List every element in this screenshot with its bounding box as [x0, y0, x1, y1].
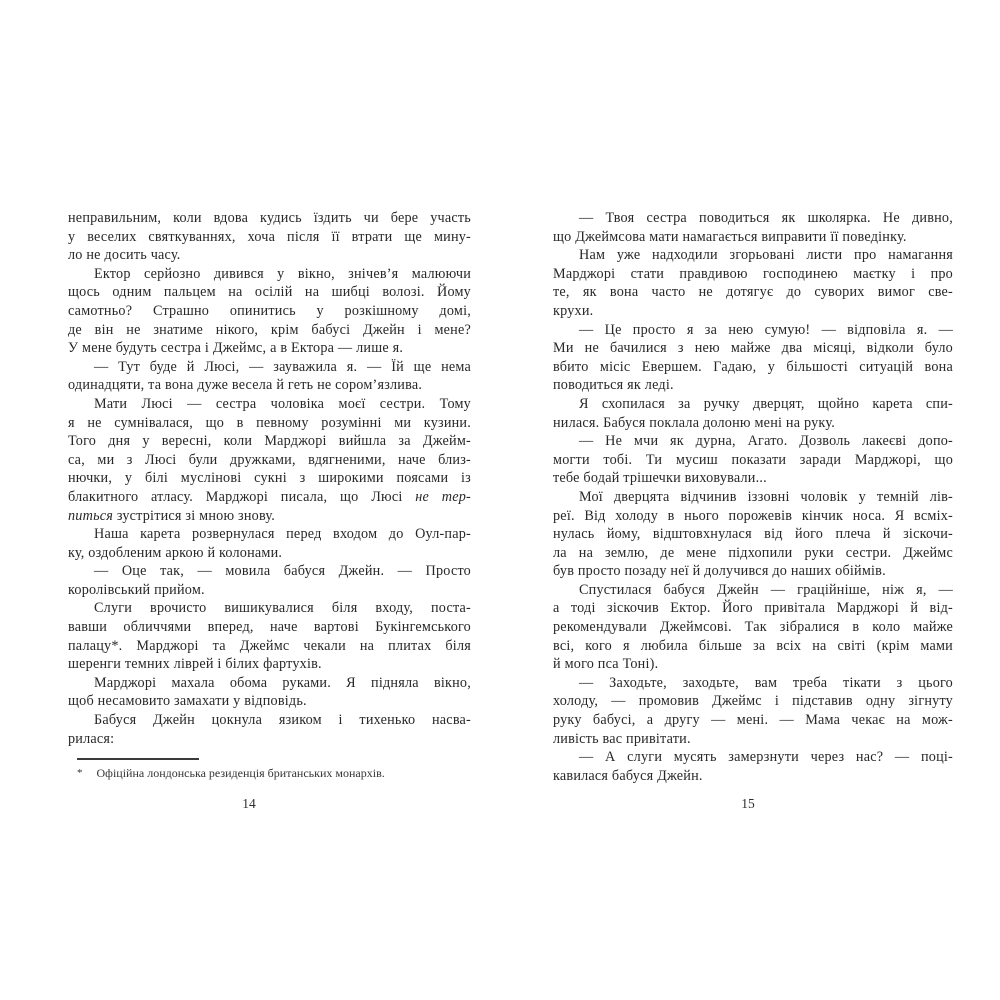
text-line: Спустилася бабуся Джейн — граційніше, ніж я, — — [579, 581, 953, 598]
text-line: королівський прийом. — [68, 581, 205, 598]
text-line: кавилася бабуся Джейн. — [553, 767, 703, 784]
text-line: крухи. — [553, 302, 594, 319]
text-line: холоду, — промовив Джеймс і підставив одну зігнуту — [553, 693, 953, 710]
footnote-divider — [77, 758, 199, 760]
text-line: Наша карета розвернулася перед входом до Оул-пар- — [94, 526, 471, 543]
text-line: був просто позаду неї й долучився до наших обіймів. — [553, 563, 886, 580]
text-line: Нам уже надходили згорьовані листи про намагання — [579, 247, 953, 264]
text-line: — Оце так, — мовила бабуся Джейн. — Просто — [94, 563, 471, 580]
text-line: Того дня у вересні, коли Марджорі вийшла за Джейм- — [68, 433, 471, 450]
text-line: са, ми з Люсі були дружками, вдягненими, наче близ- — [68, 451, 471, 468]
text-line: Ектор серйозно дивився у вікно, знічев’я малюючи — [94, 265, 471, 282]
footnote-text: Офіційна лондонська резиденція британських монархів. — [96, 766, 385, 780]
text-line: — А слуги мусять замерзнути через нас? — поці- — [579, 749, 953, 766]
text-line: й мого пса Тоні). — [553, 656, 659, 673]
text-line: ливість вас привітати. — [553, 730, 691, 747]
text-line: рекомендували Джеймсові. Так зібралися в коло майже — [553, 619, 953, 636]
text-line: — Це просто я за нею сумую! — відповіла я. — — [579, 321, 953, 338]
text-line: вавши обличчями вперед, наче вартові Букінгемського — [68, 619, 471, 636]
text-line: палацу*. Марджорі та Джеймс чекали на плитах біля — [68, 637, 471, 654]
text-line: тебе бодай трішечки виховували... — [553, 470, 767, 487]
text-line: — Тут буде й Люсі, — зауважила я. — Їй ще нема — [94, 358, 471, 375]
text-line: блакитного атласу. Марджорі писала, що Люсі не тер- — [68, 488, 471, 505]
text-line: Мати Люсі — сестра чоловіка моєї сестри. Тому — [94, 395, 471, 412]
text-line: Я схопилася за ручку дверцят, щойно карета спи- — [579, 395, 953, 412]
page-number-left: 14 — [242, 796, 256, 811]
text-line: де він не знатиме нікого, крім бабусі Джейн і мене? — [68, 321, 471, 338]
right-page-text — [553, 209, 953, 785]
text-line: ла на землю, де мене підхопили руки сестри. Джеймс — [553, 544, 953, 561]
text-line: руку бабусі, а другу — мені. — Мама чекає на мож- — [553, 712, 953, 729]
text-line: ло не досить часу. — [68, 247, 181, 264]
text-line: поводиться як леді. — [553, 377, 674, 394]
text-line: реї. Від холоду в нього порожевів кінчик носа. Я всміх- — [553, 507, 953, 524]
text-line: ку, оздобленим аркою й колонами. — [68, 544, 283, 561]
text-line: Ми не бачилися з нею майже два місяці, відколи було — [553, 340, 953, 357]
text-line: — Твоя сестра поводиться як школярка. Не дивно, — [579, 210, 953, 226]
text-line: У мене будуть сестра і Джеймс, а в Ектора — лише я. — [68, 340, 404, 357]
text-line: Марджорі стати правдивою господинею маєтку і про — [553, 265, 953, 282]
text-line: питься зустрітися зі мною знову. — [68, 507, 276, 524]
text-line: Слуги врочисто вишикувалися біля входу, поста- — [94, 600, 471, 617]
text-line: неправильним, коли вдова кудись їздить чи бере участь — [68, 210, 471, 226]
text-line: могти тобі. Ти мусиш показати заради Марджорі, що — [553, 451, 953, 468]
text-line: Марджорі махала обома руками. Я підняла вікно, — [94, 674, 471, 691]
footnote — [77, 766, 477, 781]
text-line: Мої дверцята відчинив іззовні чоловік у темній лів- — [579, 488, 953, 505]
text-line: — Не мчи як дурна, Агато. Дозволь лакеєві допо- — [579, 433, 953, 450]
text-line: щось одним пальцем на осілій на шибці волозі. Йому — [68, 284, 471, 301]
text-line: самотньо? Страшно опинитись у розкішному домі, — [68, 302, 471, 319]
text-line: всі, кого я любила більше за всіх на світі (крім мами — [553, 637, 953, 654]
text-line: нючки, у білі муслінові сукні з широкими поясами із — [68, 470, 471, 487]
text-line: — Заходьте, заходьте, вам треба тікати з цього — [579, 674, 953, 691]
text-line: Бабуся Джейн цокнула язиком і тихенько насва- — [94, 712, 471, 729]
text-line: рилася: — [68, 730, 115, 747]
page-number-right: 15 — [741, 796, 755, 811]
left-page-text — [68, 209, 471, 748]
text-line: що Джеймсова мати намагається виправити її поведінку. — [553, 228, 907, 245]
text-line: нулась йому, відштовхнулася від його плеча й зіскочи- — [553, 526, 953, 543]
text-line: шеренги темних ліврей і білих фартухів. — [68, 656, 322, 673]
text-line: те, як вона часто не дотягує до суворих вимог све- — [553, 284, 953, 301]
text-line: нилася. Бабуся поклала долоню мені на руку. — [553, 414, 835, 431]
text-line: одинадцяти, та вона дуже весела й геть не сором’язлива. — [68, 377, 423, 394]
text-line: щоб несамовито замахати у відповідь. — [68, 693, 307, 710]
footnote-marker: * — [77, 767, 83, 779]
text-line: я не сумнівалася, що в певному розумінні ми кузини. — [68, 414, 471, 431]
text-line: вбито місіс Евершем. Гадаю, у більшості ситуацій вона — [553, 358, 953, 375]
text-line: а тоді зіскочив Ектор. Його привітала Марджорі й від- — [553, 600, 953, 617]
text-line: у веселих святкуваннях, хоча після її втрати ще мину- — [68, 228, 471, 245]
